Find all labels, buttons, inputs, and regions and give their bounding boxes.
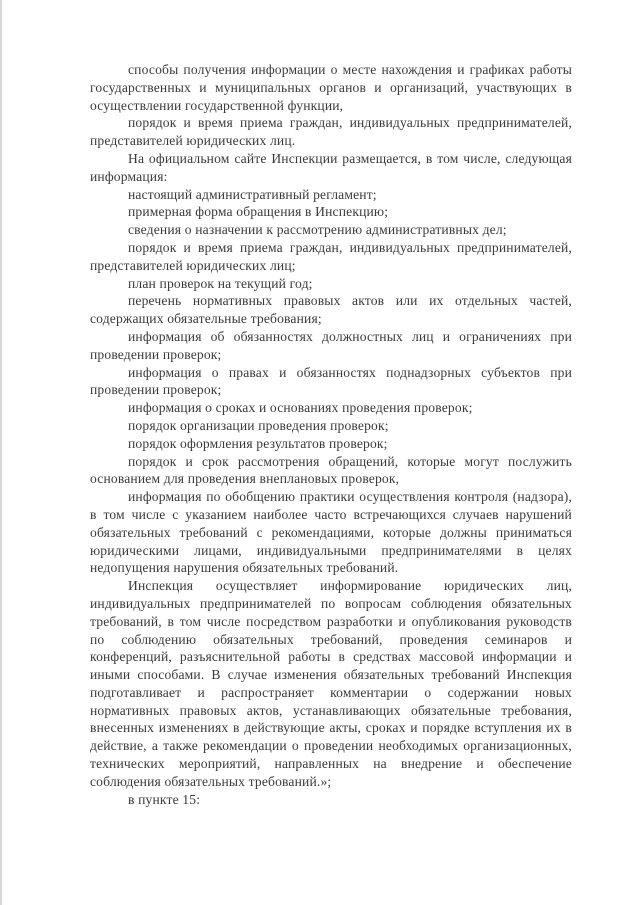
paragraph: порядок и время приема граждан, индивидуальных предпринимателей, представителей юридических лиц. — [90, 115, 572, 149]
paragraph: Инспекция осуществляет информирование юридических лиц, индивидуальных предпринимателей по вопросам соблюдения обязательных требований, в том числе посредством разработки и опубликования руководств по соблюдению обязательных требований, проведения семинаров и конференций, разъяснительной работы в средствах массовой информации и иными способами. В случае изменения обязательных требований Инспекция подготавливает и распространяет комментарии о содержании новых нормативных правовых актов, устанавливающих обязательные требования, внесенных изменениях в действующие акты, сроках и порядке вступления их в действие, а также рекомендации о проведении необходимых организационных, технических мероприятий, направленных на внедрение и обеспечение соблюдения обязательных требований.»; — [90, 578, 572, 789]
paragraph: информация о правах и обязанностях поднадзорных субъектов при проведении проверок; — [90, 364, 572, 398]
paragraph: порядок и срок рассмотрения обращений, которые могут послужить основанием для проведения внеплановых проверок, — [90, 453, 572, 487]
paragraph: план проверок на текущий год; — [128, 275, 313, 291]
paragraph: перечень нормативных правовых актов или их отдельных частей, содержащих обязательные требования; — [90, 293, 572, 327]
scan-edge — [0, 0, 2, 905]
paragraph: информация об обязанностях должностных лиц и ограничениях при проведении проверок; — [90, 328, 572, 362]
paragraph: порядок и время приема граждан, индивидуальных предпринимателей, представителей юридических лиц; — [90, 239, 572, 273]
paragraph: настоящий административный регламент; — [128, 186, 377, 202]
paragraph: порядок организации проведения проверок; — [128, 417, 389, 433]
paragraph: способы получения информации о месте нахождения и графиках работы государственных и муниципальных органов и организаций, участвующих в осуществлении государственной функции, — [90, 62, 572, 113]
paragraph: порядок оформления результатов проверок; — [128, 435, 388, 451]
paragraph: сведения о назначении к рассмотрению административных дел; — [128, 222, 507, 238]
paragraph: На официальном сайте Инспекции размещается, в том числе, следующая информация: — [90, 150, 572, 184]
document-body — [90, 61, 572, 808]
paragraph: информация по обобщению практики осуществления контроля (надзора), в том числе с указанием наиболее часто встречающихся случаев нарушений обязательных требований с рекомендациями, которые должны приниматься юридическими лицами, индивидуальными предпринимателями в целях недопущения нарушения обязательных требований. — [90, 489, 572, 576]
paragraph: примерная форма обращения в Инспекцию; — [128, 204, 389, 220]
paragraph: в пункте 15: — [128, 791, 201, 807]
paragraph: информация о сроках и основаниях проведения проверок; — [128, 400, 473, 416]
